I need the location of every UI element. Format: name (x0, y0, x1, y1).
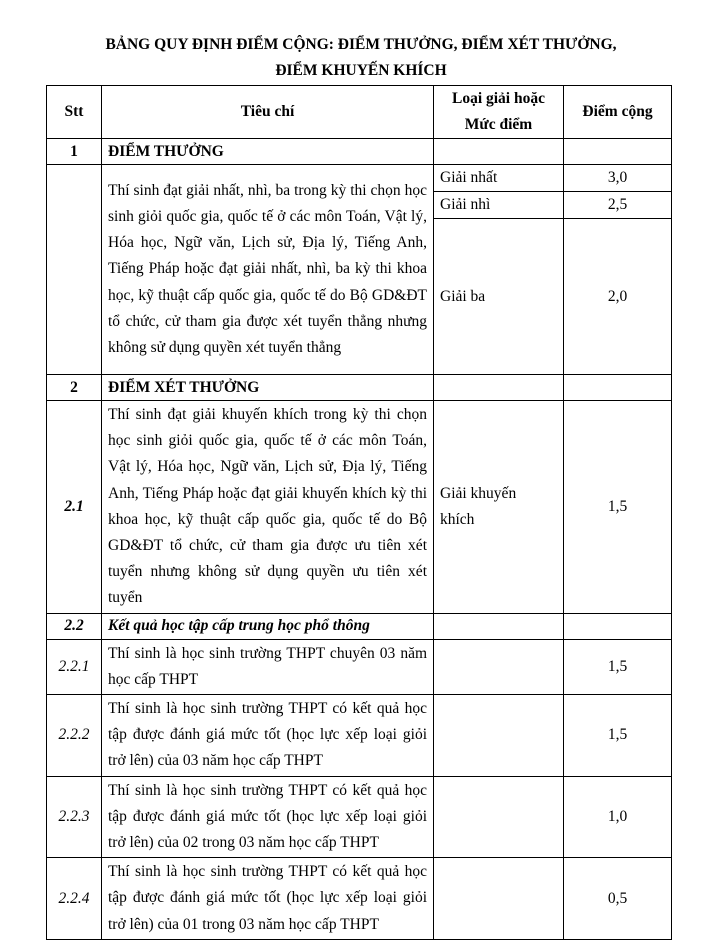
row-2-2-2-criteria: Thí sinh là học sinh trường THPT có kết quả học tập được đánh giá mức tốt (học lực xếp loại giỏi trở lên) của 03 năm học cấp THPT (102, 695, 434, 777)
title-line-1: BẢNG QUY ĐỊNH ĐIỂM CỘNG: ĐIỂM THƯỞNG, ĐIỂM XÉT THƯỞNG, (105, 36, 617, 53)
row-2-2-4 (47, 858, 672, 940)
row-2-2-3-stt: 2.2.3 (47, 776, 102, 858)
document-title (0, 32, 722, 84)
row-2-2-1-level-empty (434, 639, 564, 694)
row-2-2-1-points: 1,5 (564, 639, 672, 694)
section-1-name: ĐIỂM THƯỞNG (102, 139, 434, 165)
row-2-2-1 (47, 639, 672, 694)
section-1-criteria-stt-empty (47, 165, 102, 375)
award-level-third: Giải ba (434, 219, 564, 375)
row-2-2 (47, 613, 672, 639)
row-2-2-3 (47, 776, 672, 858)
header-stt: Stt (47, 86, 102, 139)
row-2-2-4-level-empty (434, 858, 564, 940)
row-2-1-level-line-1: Giải khuyến (440, 484, 517, 502)
section-1-points-empty (564, 139, 672, 165)
award-row-first (47, 165, 672, 192)
section-row-2 (47, 375, 672, 401)
header-level (434, 86, 564, 139)
award-points-third: 2,0 (564, 219, 672, 375)
row-2-2-3-criteria: Thí sinh là học sinh trường THPT có kết quả học tập được đánh giá mức tốt (học lực xếp loại giỏi trở lên) của 02 trong 03 năm học cấp THPT (102, 776, 434, 858)
row-2-1 (47, 401, 672, 614)
row-2-2-1-criteria: Thí sinh là học sinh trường THPT chuyên 03 năm học cấp THPT (102, 639, 434, 694)
row-2-2-points-empty (564, 613, 672, 639)
section-2-name: ĐIỂM XÉT THƯỞNG (102, 375, 434, 401)
row-2-2-4-stt: 2.2.4 (47, 858, 102, 940)
row-2-2-2-level-empty (434, 695, 564, 777)
header-points: Điểm cộng (564, 86, 672, 139)
row-2-2-3-points: 1,0 (564, 776, 672, 858)
section-1-stt: 1 (47, 139, 102, 165)
row-2-1-criteria: Thí sinh đạt giải khuyến khích trong kỳ thi chọn học sinh giỏi quốc gia, quốc tế ở các môn Toán, Vật lý, Hóa học, Ngữ văn, Lịch sử, Địa lý, Tiếng Anh, Tiếng Pháp hoặc đạt giải khuyến khích kỳ thi khoa học, kỹ thuật cấp quốc gia, quốc tế do Bộ GD&ĐT tổ chức, cử tham gia được ưu tiên xét tuyển nhưng không sử dụng quyền ưu tiên xét tuyển (102, 401, 434, 614)
award-points-second: 2,5 (564, 192, 672, 219)
award-level-first: Giải nhất (434, 165, 564, 192)
header-row (47, 86, 672, 139)
row-2-2-4-criteria: Thí sinh là học sinh trường THPT có kết quả học tập được đánh giá mức tốt (học lực xếp loại giỏi trở lên) của 01 trong 03 năm học cấp THPT (102, 858, 434, 940)
award-points-first: 3,0 (564, 165, 672, 192)
row-2-2-level-empty (434, 613, 564, 639)
section-2-level-empty (434, 375, 564, 401)
row-2-1-points: 1,5 (564, 401, 672, 614)
header-level-line-1: Loại giải hoặc (451, 90, 545, 107)
section-1-level-empty (434, 139, 564, 165)
row-2-1-stt: 2.1 (47, 401, 102, 614)
header-criteria: Tiêu chí (102, 86, 434, 139)
row-2-1-level-line-2: khích (440, 510, 475, 528)
row-2-2-3-level-empty (434, 776, 564, 858)
section-2-points-empty (564, 375, 672, 401)
award-level-second: Giải nhì (434, 192, 564, 219)
title-line-2: ĐIỂM KHUYẾN KHÍCH (275, 62, 447, 79)
section-1-criteria: Thí sinh đạt giải nhất, nhì, ba trong kỳ thi chọn học sinh giỏi quốc gia, quốc tế ở các môn Toán, Vật lý, Hóa học, Ngữ văn, Lịch sử, Địa lý, Tiếng Anh, Tiếng Pháp hoặc đạt giải nhất, nhì, ba kỳ thi khoa học, kỹ thuật cấp quốc gia, quốc tế do Bộ GD&ĐT tổ chức, cử tham gia được xét tuyển thẳng nhưng không sử dụng quyền xét tuyển thẳng (102, 165, 434, 375)
row-2-2-1-stt: 2.2.1 (47, 639, 102, 694)
row-2-2-2-points: 1,5 (564, 695, 672, 777)
section-2-stt: 2 (47, 375, 102, 401)
bonus-points-table (46, 85, 672, 940)
row-2-2-2 (47, 695, 672, 777)
section-row-1 (47, 139, 672, 165)
header-level-line-2: Mức điểm (464, 116, 533, 133)
row-2-2-name: Kết quả học tập cấp trung học phổ thông (102, 613, 434, 639)
row-2-2-stt: 2.2 (47, 613, 102, 639)
row-2-1-level (434, 401, 564, 614)
row-2-2-4-points: 0,5 (564, 858, 672, 940)
row-2-2-2-stt: 2.2.2 (47, 695, 102, 777)
